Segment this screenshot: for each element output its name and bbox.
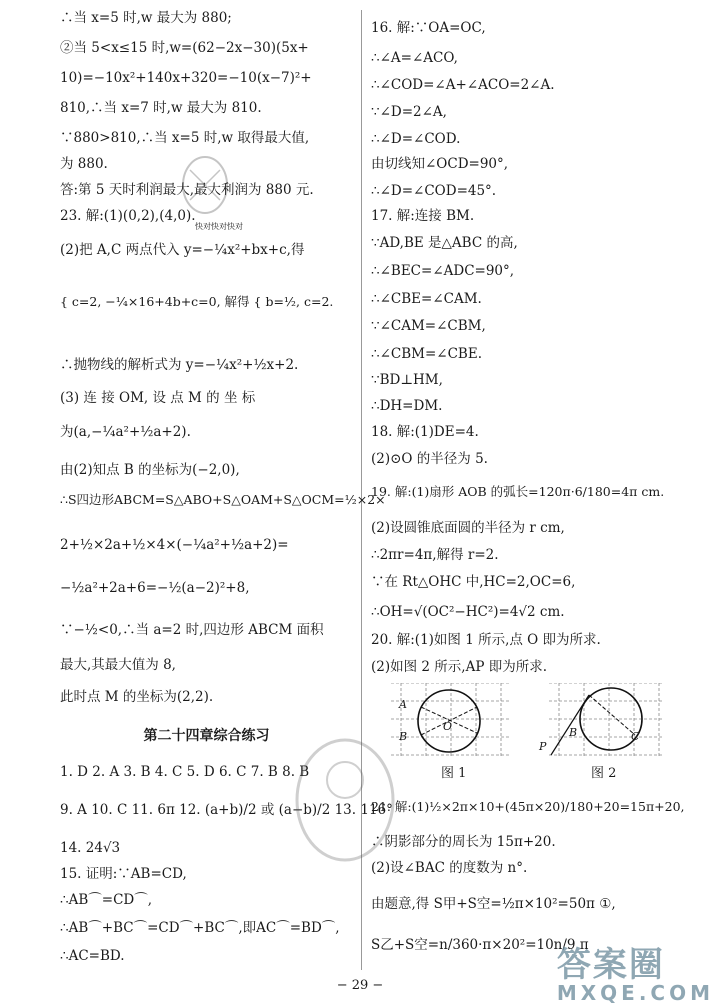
text-line: ②当 5<x≤15 时,w=(62−2x−30)(5x+	[60, 40, 309, 56]
fig2-label-b: B	[569, 726, 578, 739]
text-line: (2)⊙O 的半径为 5.	[371, 451, 488, 467]
logo-url: MXQE.COM	[556, 981, 714, 1005]
answer-line: ∴AB⌒+BC⌒=CD⌒+BC⌒,即AC⌒=BD⌒,	[60, 920, 340, 936]
answer-line: ∴AB⌒=CD⌒,	[60, 892, 153, 908]
text-line: 由切线知∠OCD=90°,	[371, 156, 509, 172]
equation-system: { c=2, −¼×16+4b+c=0, 解得 { b=½, c=2.	[60, 294, 334, 309]
text-line: S乙+S空=n/360·π×20²=10n/9 π	[371, 937, 589, 953]
text-line-q17: 17. 解:连接 BM.	[371, 208, 475, 224]
fig1-label-b: B	[399, 730, 408, 743]
text-line: (3) 连 接 OM, 设 点 M 的 坐 标	[60, 390, 256, 406]
text-line: ∴∠COD=∠A+∠ACO=2∠A.	[371, 77, 555, 93]
text-line: ∵AD,BE 是△ABC 的高,	[371, 235, 518, 251]
text-line: ∵−½<0,∴当 a=2 时,四边形 ABCM 面积	[60, 622, 324, 638]
text-line: 为(a,−¼a²+½a+2).	[60, 424, 191, 440]
text-line: ∴∠A=∠ACO,	[371, 50, 458, 66]
text-line: ∴阴影部分的周长为 15π+20.	[371, 834, 556, 850]
text-line: ∴2πr=4π,解得 r=2.	[371, 547, 499, 563]
site-logo	[557, 947, 714, 1003]
figure-2-caption: 图 2	[591, 766, 617, 781]
figure-2-diagram	[539, 683, 664, 758]
text-line: 2+½×2a+½×4×(−¼a²+½a+2)=	[60, 537, 289, 553]
text-line: 答:第 5 天时利润最大,最大利润为 880 元.	[60, 182, 314, 198]
answer-line: 15. 证明:∵AB=CD,	[60, 866, 187, 882]
text-line: ∵∠CAM=∠CBM,	[371, 318, 486, 334]
fig2-label-p: P	[539, 740, 547, 753]
fig1-label-a: A	[399, 698, 407, 711]
text-line: −½a²+2a+6=−½(a−2)²+8,	[60, 580, 250, 596]
text-line: (2)设圆锥底面圆的半径为 r cm,	[371, 520, 565, 536]
text-line: (2)设∠BAC 的度数为 n°.	[371, 860, 528, 876]
text-line: 由(2)知点 B 的坐标为(−2,0),	[60, 462, 240, 478]
text-line-q18: 18. 解:(1)DE=4.	[371, 424, 479, 440]
text-line: 由题意,得 S甲+S空=½π×10²=50π ①,	[371, 896, 616, 912]
answer-line: ∴AC=BD.	[60, 948, 125, 964]
text-line: ∴当 x=5 时,w 最大为 880;	[60, 10, 232, 26]
text-line: ∴∠CBE=∠CAM.	[371, 291, 482, 307]
text-line: (2)如图 2 所示,AP 即为所求.	[371, 659, 548, 675]
logo-title: 答案圈	[556, 945, 665, 985]
text-line: 此时点 M 的坐标为(2,2).	[60, 689, 214, 705]
text-line: ∴DH=DM.	[371, 398, 443, 414]
answer-line: 14. 24√3	[60, 840, 121, 856]
text-line-q21: 21. 解:(1)½×2π×10+(45π×20)/180+20=15π+20,	[371, 799, 685, 814]
section-title: 第二十四章综合练习	[143, 728, 270, 744]
answer-line: 1. D 2. A 3. B 4. C 5. D 6. C 7. B 8. B	[60, 764, 310, 780]
text-line: (2)把 A,C 两点代入 y=−¼x²+bx+c,得	[60, 242, 305, 258]
figure-1-caption: 图 1	[441, 766, 467, 781]
text-line: 10)=−10x²+140x+320=−10(x−7)²+	[60, 70, 312, 86]
text-line: ∵880>810,∴当 x=5 时,w 取得最大值,	[60, 130, 310, 146]
stamp-text: 快对快对快对	[195, 222, 243, 231]
text-line: ∵∠D=2∠A,	[371, 104, 447, 120]
text-line: 最大,其最大值为 8,	[60, 657, 176, 673]
left-column	[60, 0, 393, 967]
answer-line: 9. A 10. C 11. 6π 12. (a+b)/2 或 (a−b)/2 13. 116°	[60, 802, 393, 818]
text-line: 810,∴当 x=7 时,w 最大为 810.	[60, 100, 262, 116]
text-line: ∴∠D=∠COD.	[371, 131, 461, 147]
text-line: ∴S四边形ABCM=S△ABO+S△OAM+S△OCM=½×2×	[60, 492, 386, 507]
text-line: ∵在 Rt△OHC 中,HC=2,OC=6,	[371, 574, 576, 590]
text-line-q20: 20. 解:(1)如图 1 所示,点 O 即为所求.	[371, 632, 601, 648]
text-line: ∴∠D=∠COD=45°.	[371, 183, 497, 199]
text-line-q19: 19. 解:(1)扇形 AOB 的弧长=120π·6/180=4π cm.	[371, 484, 665, 499]
text-line: ∵BD⊥HM,	[371, 372, 443, 388]
text-line: 为 880.	[60, 156, 108, 172]
right-column	[371, 0, 685, 967]
text-line: ∴∠CBM=∠CBE.	[371, 346, 482, 362]
fig2-label-c: C	[631, 730, 640, 743]
text-line: ∴∠BEC=∠ADC=90°,	[371, 263, 515, 279]
text-line-q23: 23. 解:(1)(0,2),(4,0).	[60, 208, 196, 224]
text-line-q16: 16. 解:∵OA=OC,	[371, 20, 486, 36]
page-number: − 29 −	[336, 978, 384, 993]
text-line: ∴OH=√(OC²−HC²)=4√2 cm.	[371, 604, 565, 620]
text-line: ∴抛物线的解析式为 y=−¼x²+½x+2.	[60, 357, 299, 373]
fig1-label-o: O	[443, 720, 453, 733]
